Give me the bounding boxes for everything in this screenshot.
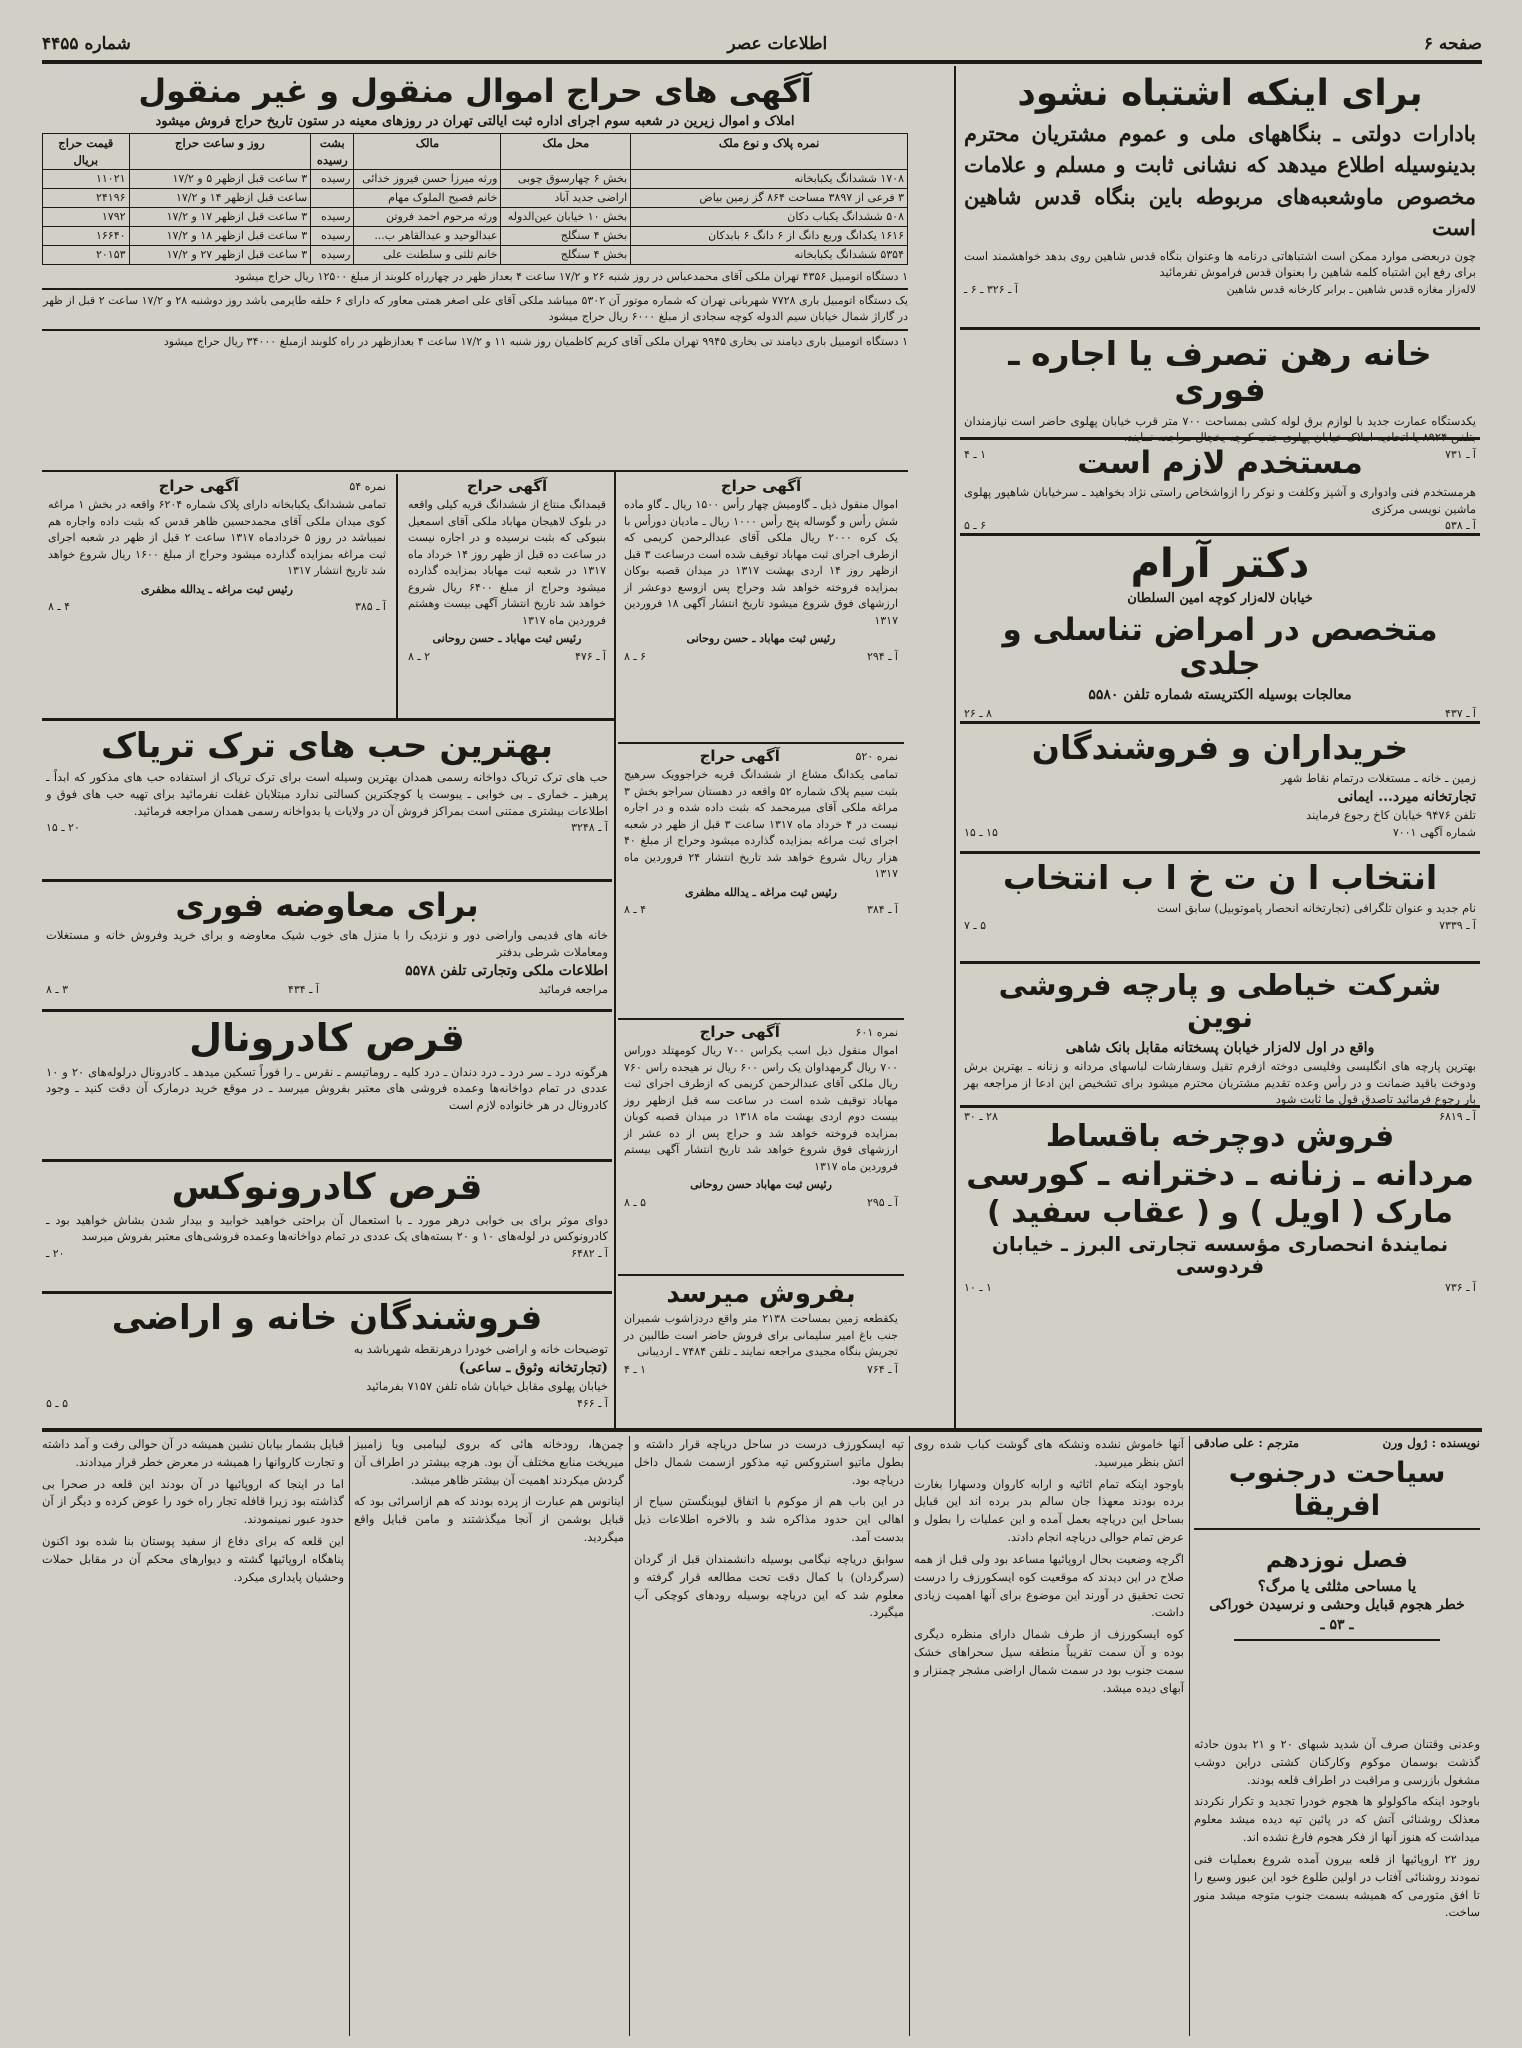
auction-table-cell: ۳ ساعت قبل ازظهر ۱۸ و ۱۷/۲ xyxy=(129,227,311,246)
ad-doctor-code: آ ـ ۴۳۷ xyxy=(1444,707,1476,721)
auction-1-sign: رئیس ثبت مراغه ـ یدالله مظفری xyxy=(141,582,293,596)
ad-servant-title: مستخدم لازم است xyxy=(1077,445,1363,481)
auction-note-1: ۱ دستگاه اتومبیل ۴۳۵۶ تهران ملکی آقای محمدعباس در روز شنبه ۲۶ و ۱۷/۲ ساعت ۴ بعداز ظهر در چهارراه کلوبند از مبلغ ۱۲۵۰۰ ریال حراج میشود xyxy=(234,270,908,284)
ad-cadronox-title: قرص کادرونوکس xyxy=(171,1167,483,1208)
auction-1-code: آ ـ ۳۸۵ xyxy=(354,600,386,613)
auction-table-cell: ۱۶۱۶ یکدانگ وربع دانگ از ۶ دانگ ۶ بابدکان xyxy=(631,227,908,246)
auction-header-subtitle: املاک و اموال زیرین در شعبه سوم اجرای اداره ثبت ایالتی تهران در روزهای معینه در ستون تاریخ حراج فروش میشود xyxy=(155,114,795,129)
ad-servant-code2: ۶ ـ ۵ xyxy=(964,519,987,533)
auction-5-title: آگهی حراج xyxy=(699,1023,780,1041)
auction-table-row xyxy=(43,227,908,246)
ad-sellers-codes xyxy=(46,1397,608,1410)
ad-tailoring-body: بهترین پارچه های انگلیسی وفلیسی دوخته ازفرم تقیل وسفارشات لباسهای مردانه و زنانه ـ بهترین برش ودوخت باقید ضمانت و در رأس وعده تقدیم مشتریان محترم میشود برای تشخیص این ادعا از مراجعه بهر بار رجوع فرمائید تاصدق قول ما ثابت شود xyxy=(964,1059,1476,1107)
ad-no-mistake xyxy=(960,68,1480,330)
ad-opium-title: بهترین حب های ترک تریاک xyxy=(101,726,553,766)
column-divider-mid xyxy=(614,472,616,1428)
page-header xyxy=(42,26,1482,62)
col-location: محل ملک xyxy=(501,134,631,170)
serial-paragraph: در این باب هم از موکوم با اتفاق لیوینگستن سیاح از اهالی این حدود مذاکره شد و بالاخره اطلاعات ذیل بدست آمد. xyxy=(634,1494,904,1545)
serial-episode: ـ ۵۳ ـ xyxy=(1320,1617,1354,1633)
column-divider-main xyxy=(954,66,956,1428)
ad-cadronox-body: دوای موثر برای بی خوابی درهر مورد ـ با استعمال آن براحتی خواهید خوابید و بیدار شدن بشاش خواهید بود ـ کادرونوکس در لوله‌های ۱۰ و ۲۰ بسته‌های یک عددی در تمام دواخانه‌ها وعمده فروشی‌های معتبر بفروش میرسد xyxy=(46,1212,608,1244)
col-price: قیمت حراج بریال xyxy=(43,134,130,170)
serial-divider-3 xyxy=(629,1436,630,2036)
auction-table-cell: بخش ۴ سنگلج xyxy=(501,246,631,265)
auction-6-code: آ ـ ۷۶۴ xyxy=(866,1362,898,1376)
auction-1-body: تمامی ششدانگ یکبابخانه دارای پلاک شماره ۶۲۰۴ واقعه در بخش ۱ مراغه کوی میدان ملکی آقای محمدحسین ظاهر قدس که بثبت داده واجاره هم نمیباشد در روز ۵ خردادماه ۱۳۱۷ ساعت ۲ قبل از ظهر در شعبه اجرای ثبت مراغه بمزایده گذارده میشود وحراج از مبلغ ۱۶۰۰ ریال شروع خواهد شد تاریخ انتشار ۱۳۱۷ xyxy=(48,498,387,577)
ad-sellers-code: آ ـ ۴۶۶ xyxy=(576,1397,608,1411)
auction-2-codes xyxy=(408,650,606,663)
ad-no-mistake-address: لاله‌زار مغازه قدس شاهین ـ برابر کارخانه قدس شاهین xyxy=(1226,282,1476,296)
serial-column-3 xyxy=(634,1436,904,2036)
auction-table-header-row xyxy=(43,134,908,170)
auction-table-cell: ورثه مرحوم احمد فروتن xyxy=(354,208,501,227)
auction-row-left xyxy=(42,474,612,724)
ad-doctor-treatment: معالجات بوسیله الکتریسته شماره تلفن ۵۵۸۰ xyxy=(1088,687,1352,704)
ad-bicycle xyxy=(960,1108,1480,1365)
ad-opium-pills xyxy=(42,722,612,882)
ad-bicycle-codes xyxy=(964,1281,1476,1294)
serial-author: نویسنده : ژول ورن xyxy=(1382,1436,1480,1450)
serial-divider-1 xyxy=(1189,1436,1190,2036)
auction-3-code: آ ـ ۲۹۴ xyxy=(866,649,898,663)
ad-buyers-title: خریداران و فروشندگان xyxy=(1031,728,1409,767)
auction-5-number: نمره ۶۰۱ xyxy=(855,1025,898,1039)
ad-buyers-company: تجارتخانه میرد... ایمانی xyxy=(1337,788,1476,805)
page-number: صفحه ۶ xyxy=(1423,34,1482,54)
ad-tailoring-title: شرکت خیاطی و پارچه فروشی نوین xyxy=(998,968,1442,1034)
auction-table-cell: ورثه میرزا حسن فیروز خدائی xyxy=(354,170,501,189)
auction-6-title: بفروش میرسد xyxy=(666,1279,856,1309)
auction-5-code: آ ـ ۲۹۵ xyxy=(866,1195,898,1209)
ad-tailoring-subtitle: واقع در اول لاله‌زار خیابان پسختانه مقابل بانک شاهی xyxy=(1065,1039,1375,1056)
auction-3 xyxy=(618,474,904,744)
auction-table-cell: ۵۰۸ ششدانگ یکباب دکان xyxy=(631,208,908,227)
ad-servant-code: آ ـ ۵۳۸ xyxy=(1444,519,1476,533)
ad-entekhab-codes xyxy=(964,919,1476,932)
auction-note-2: یک دستگاه اتومبیل باری ۷۷۲۸ شهربانی تهران که شماره موتور آن ۵۳۰۲ میباشد ملکی آقای علی اصغر همتی معاور که دارای ۶ حلقه طایرمی باشد روز دوشنبه ۲۸ و ۱۷/۲ ساعت ۲ قبل از ظهر در گاراژ شمال خیابان سیم الدوله کوچه سجادی از مبلغ ۶۰۰۰ ریال حراج میشود xyxy=(43,293,908,324)
header-rule xyxy=(42,60,1482,64)
serial-header xyxy=(1194,1436,1480,1736)
auction-table xyxy=(42,133,908,265)
serial-column-1 xyxy=(1194,1736,1480,2036)
ad-servant xyxy=(960,440,1480,536)
ad-cadronox-code: آ ـ ۶۴۸۲ xyxy=(571,1246,608,1260)
ad-buyers-phone: تلفن ۹۴۷۶ خیابان کاخ رجوع فرمایند xyxy=(1306,808,1476,823)
auction-5-body: اموال منقول ذیل اسب یکراس ۷۰۰ ریال کومهتلد دوراس ۷۰۰ ریال گرمهداوان یک راس ۶۰۰ ریال نر هیجده راس ۷۶۰ ریال ملکی آقای عبدالرحمن کریمی که ازطرف اجرای ثبت مهاباد توقیف شده است در ساعت سه قبل ازظهر روز بیست دوم اردی بهشت ماه ۱۳۱۸ در میدان قصبه کوبان بمزایده فروخته خواهد شد و حراج پس از ده عشر از ارزشهای فوق شروع خواهد شد تاریخ انتشار آگهی بیستم فروردین ماه ۱۳۱۷ xyxy=(624,1044,899,1173)
ad-entekhab xyxy=(960,854,1480,964)
ad-exchange xyxy=(42,882,612,1012)
auction-table-cell: خانم ثلثی و سلطنت علی xyxy=(354,246,501,265)
serial-column-4 xyxy=(354,1436,624,2036)
auction-4-number: نمره ۵۲۰ xyxy=(855,749,898,763)
auction-2-sign: رئیس ثبت مهاباد ـ حسن روحانی xyxy=(432,632,582,645)
auction-table-cell: ۳ ساعت قبل ازظهر ۲۷ و ۱۷/۲ xyxy=(129,246,311,265)
right-column xyxy=(960,68,1480,1425)
serial-paragraph: اینانوس هم عبارت از پرده بودند که هم ازاسرائی بود که قبایل بوشمن از آنجا میگذشتند و مامن قبایل واقع میگردید. xyxy=(354,1494,624,1545)
auction-table-cell: ۵۳۵۴ ششدانگ یکبابخانه xyxy=(631,246,908,265)
serial-paragraph: قبایل بشمار بیابان نشین همیشه در آن حوالی رفت و آمد داشته و تجارت کاروانها را همیشه در معرض خطر قرار میدادند. xyxy=(42,1437,344,1469)
ad-cadronal xyxy=(42,1012,612,1162)
issue-number: شماره ۴۴۵۵ xyxy=(42,34,131,54)
auction-table-cell: بخش ۶ چهارسوق چوبی xyxy=(501,170,631,189)
auction-2-body: قیمدانگ منتاع از ششدانگ قریه کیلی واقعه در بلوک لاهیجان مهاباد ملکی آقای اسمعیل بنیوکی که بثبت نرسیده و در اجاره نیست در ساعت ده قبل از ظهر روز ۱۴ خرداد ماه ۱۳۱۷ در شعبه ثبت مهاباد بمزایده گذارده میشود وحراج از مبلغ ۶۴۰۰ ریال شروع خواهد شد تاریخ انتشار آگهی بیست وهشتم فروردین ماه ۱۳۱۷ xyxy=(408,498,606,627)
ad-cadronal-body: هرگونه درد ـ سر درد ـ درد دندان ـ درد کلیه ـ روماتیسم ـ نقرس ـ را فوراً تسکین میدهد ـ کادرونال درلوله‌های ۲۰ و ۱۰ عددی در تمام دواخانه‌ها وعمده فروشی های معتبر بفروش میرسد ـ در موقع خرید درمارک آن دقت کنید ـ وجود کادرونال در هر خانواده لازم است xyxy=(46,1064,608,1113)
serial-column-2 xyxy=(914,1436,1184,2036)
auction-2 xyxy=(402,474,612,718)
auction-table-cell xyxy=(311,189,354,208)
auction-table-cell: بخش ۱۰ خیابان عین‌الدوله xyxy=(501,208,631,227)
auction-header-rule xyxy=(42,470,908,472)
ad-opium-code2: ۲۰ ـ ۱۵ xyxy=(46,821,80,835)
ad-exchange-code2: ۳ ـ ۸ xyxy=(46,982,69,996)
ad-sellers-company: (تجارتخانه وثوق ـ ساعی) xyxy=(458,1360,608,1377)
ad-bicycle-line1: فروش دوچرخه باقساط xyxy=(1045,1119,1395,1154)
ad-buyers-codes xyxy=(964,826,1476,839)
auction-4-codes xyxy=(624,903,898,916)
auction-4-body: تمامی یکدانگ مشاع از ششدانگ قریه خراجوویک سرهیج بثبت سیم پلاک شماره ۵۲ واقعه در دهستان سراجو بخش ۳ مراغه ملکی آقای میرمحمد که بثبت داده شده و در اجاره نیست در ۴ خرداد ماه ۱۳۱۷ ساعت ۳ قبل از ظهر در شعبه اجرای ثبت مراغه بمزایده گذارده میشود وحراج از مبلغ ۴۰ هزار ریال شروع خواهد شد تاریخ انتشار ۲۴ فروردین ماه ۱۳۱۷ xyxy=(624,768,899,880)
ad-entekhab-code2: ۵ ـ ۷ xyxy=(964,918,987,932)
auction-table-cell: رسیده xyxy=(311,246,354,265)
ad-exchange-title: برای معاوضه فوری xyxy=(175,886,479,924)
ad-opium-codes xyxy=(46,821,608,834)
left-ads-rule xyxy=(42,718,614,721)
ad-no-mistake-code: آ ـ ۳۲۶ ـ ۶ ـ xyxy=(964,282,1018,296)
ad-opium-body: حب های ترک تریاک دواخانه رسمی همدان بهترین وسیله است برای ترک تریاک از استفاده حب های مذکور که ابداً ـ پرهیز ـ خماری ـ بی خوابی ـ یبوست یا کوچکترین کسالتی ندارد مبتلایان غفلت نفرمائید برای تهیه حب های فوق و اطلاعات بیشتری ممتنی است بمراکز فروش آن در ولایات یا بدواخانه رسمی همدان مراجعه فرمائید. xyxy=(46,770,608,818)
ad-bicycle-code: آ ـ ۷۳۶ xyxy=(1444,1281,1476,1295)
ad-sellers-title: فروشندگان خانه و اراضی xyxy=(111,1298,543,1338)
serial-paragraph: وعدنی وقتنان صرف آن شدید شبهای ۲۰ و ۲۱ بدون حادثه گذشت بوسمان موکوم وکارکنان کشتی دراین دوشب مشغول بازرسی و مراقبت در اطراف قلعه بودند. xyxy=(1194,1737,1480,1787)
auction-1 xyxy=(42,474,392,718)
ad-sellers-body: توضیحات خانه و اراضی خودرا درهرنقطه شهرباشد به xyxy=(353,1342,608,1357)
ad-cadronox xyxy=(42,1162,612,1294)
serial-paragraph: روز ۲۲ اروپائیها از قلعه بیرون آمده شروع بعملیات فنی نمودند روشنائی آفتاب در اولین طلوع خود این عبور وسیع را تا افق متورمی که همیشه بسمت جنوب متوجه میشد منور ساخت. xyxy=(1194,1851,1480,1920)
auction-header-title: آگهی های حراج اموال منقول و غیر منقول xyxy=(138,72,812,110)
ad-no-mistake-body: بادارات دولتی ـ بنگاههای ملی و عموم مشتریان محترم بدینوسیله اطلاع میدهد که نشانی ثابت و مسلم و علامات مخصوص ماوشعبه‌های مربوطه باین بنگاه قدس شاهین است xyxy=(964,120,1476,241)
auction-2-title: آگهی حراج xyxy=(466,477,548,495)
ad-cadronox-code2: ۲۰ ـ xyxy=(46,1246,65,1260)
serial-paragraph: اگرچه وضعیت بحال اروپائیها مساعد بود ولی قبل از همه صلاح در این دیدند که موقعیت کوه ایسکورزف را درست تحت تحقیق در آورند این موضوع برای آنها اهمیت زیادی داشت. xyxy=(914,1551,1184,1620)
auction-table-row xyxy=(43,189,908,208)
auction-4-sign: رئیس ثبت مراغه ـ یدالله مظفری xyxy=(685,885,837,899)
serial-paragraph: این قلعه که برای دفاع از سفید پوستان بنا شده بود اکنون پناهگاه اروپائیها گشته و دیوارهای محکم آن در مقابل حملات وحشیان پایداری میکرد. xyxy=(42,1534,344,1584)
ad-entekhab-code: آ ـ ۷۳۳۹ xyxy=(1439,918,1476,932)
ad-exchange-body: خانه های قدیمی واراضی دور و نزدیک را با منزل های خوب شیک معاوضه و برای خرید وفروش خانه و مستغلات ومعاملات شرطی بدفتر xyxy=(46,928,608,959)
auction-table-cell: عبدالوحید و عبدالقاهر ب... xyxy=(354,227,501,246)
auction-5-sign: رئیس ثبت مهاباد حسن روحانی xyxy=(690,1178,832,1191)
ad-entekhab-title: انتخاب ا ن ت خ ا ب انتخاب xyxy=(1002,858,1438,897)
ad-no-mistake-title: برای اینکه اشتباه نشود xyxy=(1017,73,1423,114)
serial-paragraph: تپه ایسکورزف درست در ساحل دریاچه قرار داشته و بطول ماتیو استروکس تپه مذکور ازسمت شمال داخل دریاچه بود. xyxy=(634,1437,904,1487)
ad-house-rent xyxy=(960,330,1480,461)
ad-cadronal-title: قرص کادرونال xyxy=(189,1016,465,1060)
auction-table-row xyxy=(43,246,908,265)
ad-bicycle-line2: مردانه ـ زنانه ـ دخترانه ـ کورسی xyxy=(966,1155,1474,1193)
ad-opium-code: آ ـ ۳۲۴۸ xyxy=(571,821,608,835)
auction-5-codes xyxy=(624,1196,898,1209)
left-ads-column xyxy=(42,722,612,1426)
ad-doctor-specialty: متخصص در امراض تناسلی و جلدی xyxy=(1002,611,1438,682)
auction-4-code: آ ـ ۳۸۴ xyxy=(866,903,898,916)
ad-servant-codes xyxy=(964,519,1476,532)
auction-4 xyxy=(618,744,904,1020)
auction-2-code: آ ـ ۴۷۶ xyxy=(574,649,606,663)
ad-no-mistake-note: چون دربعضی موارد ممکن است اشتباهاتی درنامه ها وعنوان بنگاه قدس شاهین روی بدهد خواهشمند است برای رفع این اشتباه کلمه شاهین را بعنوان قدس فراموش نفرمائید xyxy=(964,248,1476,280)
auction-table-body xyxy=(43,170,908,265)
ad-buyers-body: زمین ـ خانه ـ مستغلات درتمام نقاط شهر xyxy=(1281,771,1476,786)
ad-sellers-code2: ۵ ـ ۵ xyxy=(46,1397,69,1411)
ad-buyers-code2: ۱۵ ـ ۱۵ xyxy=(964,825,998,839)
ad-sellers xyxy=(42,1294,612,1422)
ad-buyers-sellers xyxy=(960,724,1480,854)
auction-table-row xyxy=(43,208,908,227)
ad-tailoring-code: آ ـ ۶۸۱۹ xyxy=(1439,1110,1476,1124)
serial-paragraph: چمن‌ها، رودخانه هائی که بروی لیبامبی ویا زامبیز میریخت منابع مختلف آن بود. هرچه بیشتر در اطراف آن گردش میکردند اهمیت آن بیشتر ظاهر میشد. xyxy=(354,1437,624,1487)
serial-translator: مترجم : علی صادقی xyxy=(1194,1436,1300,1450)
ad-bicycle-code2: ۱ ـ ۱۰ xyxy=(964,1281,992,1295)
ad-house-rent-code2: ۱ ـ ۴ xyxy=(964,447,987,461)
auction-4-title: آگهی حراج xyxy=(699,747,780,765)
auction-row-divider xyxy=(396,474,398,718)
auction-table-cell: ۱۷۰۸ ششدانگ یکبابخانه xyxy=(631,170,908,189)
ad-cadronox-codes xyxy=(46,1247,608,1260)
auction-table-cell: بخش ۴ سنگلج xyxy=(501,227,631,246)
auction-3-sign: رئیس ثبت مهاباد ـ حسن روحانی xyxy=(686,632,836,645)
auction-header xyxy=(42,68,908,470)
auction-note-3: ۱ دستگاه اتومبیل باری دیامند تی بخاری ۹۹۴۵ تهران ملکی آقای کریم کاظمیان روز شنبه ۱۱ و ۱۷/۲ ساعت ۴ بعدازظهر در راه کلوبند ازمبلغ ۳۴۰۰۰ ریال حراج میشود xyxy=(163,334,908,348)
auction-1-title: آگهی حراج xyxy=(158,477,239,495)
ad-tailoring xyxy=(960,964,1480,1124)
ad-buyers-code: شماره آگهی ۷۰۰۱ xyxy=(1392,825,1476,839)
serial-divider-4 xyxy=(349,1436,350,2036)
ad-doctor-aram xyxy=(960,536,1480,724)
auction-1-codes xyxy=(48,600,386,613)
auction-1-number: نمره ۵۴ xyxy=(349,479,386,493)
serial-top-rule xyxy=(42,1428,1482,1432)
serial-chapter-sub2: خطر هجوم قبایل وحشی و نرسیدن خوراکی xyxy=(1209,1597,1465,1613)
ad-house-rent-body: یکدستگاه عمارت جدید با لوازم برق لوله کشی بمساحت ۷۰۰ متر قرب خیابان پهلوی حاضر است نیازمندان بتلفن ۸۹۲۴ یا اتحادیه املاک خیابان پهلوی جنب کوچه یخچال مراجعه نمایند. xyxy=(964,413,1476,445)
serial-title: سیاحت درجنوب افریقا xyxy=(1194,1456,1480,1530)
ad-doctor-codes xyxy=(964,707,1476,720)
ad-sellers-address: خیابان پهلوی مقابل خیابان شاه تلفن ۷۱۵۷ بفرمائید xyxy=(366,1379,608,1394)
auction-table-cell: ۱۷۹۲ xyxy=(43,208,130,227)
ad-bicycle-line4: نمایندۀ انحصاری مؤسسه تجارتی البرز ـ خیابان فردوسی xyxy=(991,1232,1449,1279)
auction-table-cell: اراضی جدید آباد xyxy=(501,189,631,208)
auction-table-cell: ۳ ساعت قبل ازظهر ۵ و ۱۷/۲ xyxy=(129,170,311,189)
ad-doctor-code2: ۸ ـ ۲۶ xyxy=(964,707,992,721)
auction-3-title: آگهی حراج xyxy=(720,477,802,495)
col-registered: بشت رسیده xyxy=(311,134,354,170)
auction-5 xyxy=(618,1020,904,1276)
auction-6-body: یکقطعه زمین بمساحت ۲۱۳۸ متر واقع دردزاشوب شمیران جنب باغ امیر سلیمانی برای فروش حاضر است طالبین در تجریش بنگاه مجیدی مراجعه نمایند ـ تلفن ۷۴۸۴ ـ اردیبانی xyxy=(624,1312,898,1358)
serial-paragraph: باوجود اینکه تمام اثاثیه و ارابه کاروان ودسهارا بغارت برده بودند معهذا جان سالم بدر برده اند این قبایل بساحل این دریاچه بعمل آمده و این عملیات را بطول و عرض تمام حوالی دریاچه انجام دادند. xyxy=(914,1476,1184,1545)
auction-3-body: اموال منقول ذیل ـ گاومیش چهار رأس ۱۵۰۰ ریال ـ گاو ماده شش رأس و گوساله پنج رأس ۱۰۰۰ ریال ـ مادیان دورأس با یک کره ۲۰۰۰ ریال ملکی آقای عبدالرحمن کریمی که ازطرف اجرای ثبت مهاباد توقیف شده است درساعت ۳ قبل ازظهر روز ۱۴ اردی بهشت ۱۳۱۷ در میدان قصبه بوکان بمزایده فروخته خواهد شد وحراج پس ازوسع دوعشر از ارزشهای فوق شروع میشود تاریخ انتشار آگهی ۱۸ فروردین ۱۳۱۷ xyxy=(624,498,899,627)
auction-column-mid xyxy=(618,474,904,1426)
serial-column-5 xyxy=(42,1436,344,2036)
auction-table-cell: ۱۱۰۲۱ xyxy=(43,170,130,189)
col-plate: نمره پلاک و نوع ملک xyxy=(631,134,908,170)
ad-exchange-codes xyxy=(46,983,608,996)
ad-exchange-tail: مراجعه فرمائید xyxy=(538,982,608,996)
auction-2-code2: ۲ ـ ۸ xyxy=(408,649,431,663)
ad-doctor-title: دکتر آرام xyxy=(1130,541,1310,587)
ad-exchange-code: آ ـ ۴۳۴ xyxy=(287,982,319,996)
auction-5-code2: ۵ ـ ۸ xyxy=(624,1195,647,1209)
auction-table-cell: ۱۶۶۴۰ xyxy=(43,227,130,246)
ad-tailoring-code2: ۲۸ ـ ۳۰ xyxy=(964,1110,998,1124)
auction-table-cell: ۲۴۱۹۶ xyxy=(43,189,130,208)
serial-divider-2 xyxy=(909,1436,910,2036)
newspaper-name: اطلاعات عصر xyxy=(727,34,828,54)
auction-table-cell: ۳ فرعی از ۳۸۹۷ مساحت ۸۶۴ گز زمین بیاض xyxy=(631,189,908,208)
auction-table-cell: رسیده xyxy=(311,170,354,189)
serial-chapter: فصل نوزدهم xyxy=(1266,1548,1408,1573)
auction-6-codes xyxy=(624,1363,898,1376)
serial-paragraph: آنها خاموش نشده ونشکه های گوشت کباب شده روی اتش بنظر میرسید. xyxy=(914,1437,1184,1469)
auction-3-code2: ۶ ـ ۸ xyxy=(624,649,647,663)
auction-table-cell: رسیده xyxy=(311,227,354,246)
auction-table-row xyxy=(43,170,908,189)
col-date: روز و ساعت حراج xyxy=(129,134,311,170)
ad-house-rent-title: خانه رهن تصرف یا اجاره ـ فوری xyxy=(1008,334,1432,410)
ad-bicycle-line3: مارک ( اویل ) و ( عقاب سفید ) xyxy=(986,1195,1453,1231)
auction-table-cell: خانم فصیح الملوک مهام xyxy=(354,189,501,208)
ad-doctor-address: خیابان لاله‌زار کوچه امین السلطان xyxy=(1127,591,1313,606)
serial-chapter-sub: یا مساحی مثلثی یا مرگ؟ xyxy=(1257,1577,1417,1595)
serial-paragraph: اما در اینجا که اروپائیها در آن بودند این قلعه در صحرا بی گذاشته بود زیرا قافله تجار راه خود را عوض کرده و دیگر از آن حدود عبور نمینمودند. xyxy=(42,1476,344,1527)
auction-3-codes xyxy=(624,650,898,663)
auction-table-cell: ۲۰۱۵۳ xyxy=(43,246,130,265)
auction-1-code2: ۴ ـ ۸ xyxy=(48,600,71,613)
serial-paragraph: کوه ایسکورزف از طرف شمال دارای منظره دیگری بوده و آن سمت تقریباً منطقه سیل سحراهای خشک سمت جنوب بود در سمت شمال اراضی مشجر چمنزار و آبهای دیده میشد. xyxy=(914,1627,1184,1695)
auction-table-cell: رسیده xyxy=(311,208,354,227)
ad-no-mistake-footer xyxy=(964,283,1476,296)
auction-table-cell: ۳ ساعت قبل ازظهر ۱۷ و ۱۷/۲ xyxy=(129,208,311,227)
auction-6 xyxy=(618,1276,904,1426)
ad-exchange-company: اطلاعات ملکی وتجارتی تلفن ۵۵۷۸ xyxy=(405,962,608,979)
ad-house-rent-code: آ ـ ۷۳۱ xyxy=(1444,447,1476,461)
serial-paragraph: باوجود اینکه ماکولولو ها هجوم خودرا تجدید و تکرار نکردند معذلک روشنائی آتش که در پائین تپه دیده میشد معلوم میداشت که هنوز آنها از فکر هجوم فارغ نشده اند. xyxy=(1194,1794,1480,1845)
auction-6-code2: ۱ ـ ۴ xyxy=(624,1362,647,1376)
col-owner: مالک xyxy=(354,134,501,170)
serial-paragraph: سوابق دریاچه نیگامی بوسیله دانشمندان قبل از گردان (سرگردان) با کمال دقت تحت مطالعه قرار گرفته و معلوم شد که این دریاچه بوسیله رودهای کوچکی آب میگیرد. xyxy=(634,1551,904,1620)
auction-table-cell: ساعت قبل ازظهر ۱۴ و ۱۷/۲ xyxy=(129,189,311,208)
ad-servant-body: هرمستخدم فنی وادواری و آشپز وکلفت و نوکر را ازواشخاص راستی نژاد بخواهید ـ سرخیابان شاهپور پهلوی ماشین نویسی مرکزی xyxy=(964,485,1476,516)
auction-4-code2: ۴ ـ ۸ xyxy=(624,903,647,916)
ad-entekhab-body: نام جدید و عنوان تلگرافی (تجارتخانه انحصار پاموتوبیل) سابق است xyxy=(1157,901,1476,916)
